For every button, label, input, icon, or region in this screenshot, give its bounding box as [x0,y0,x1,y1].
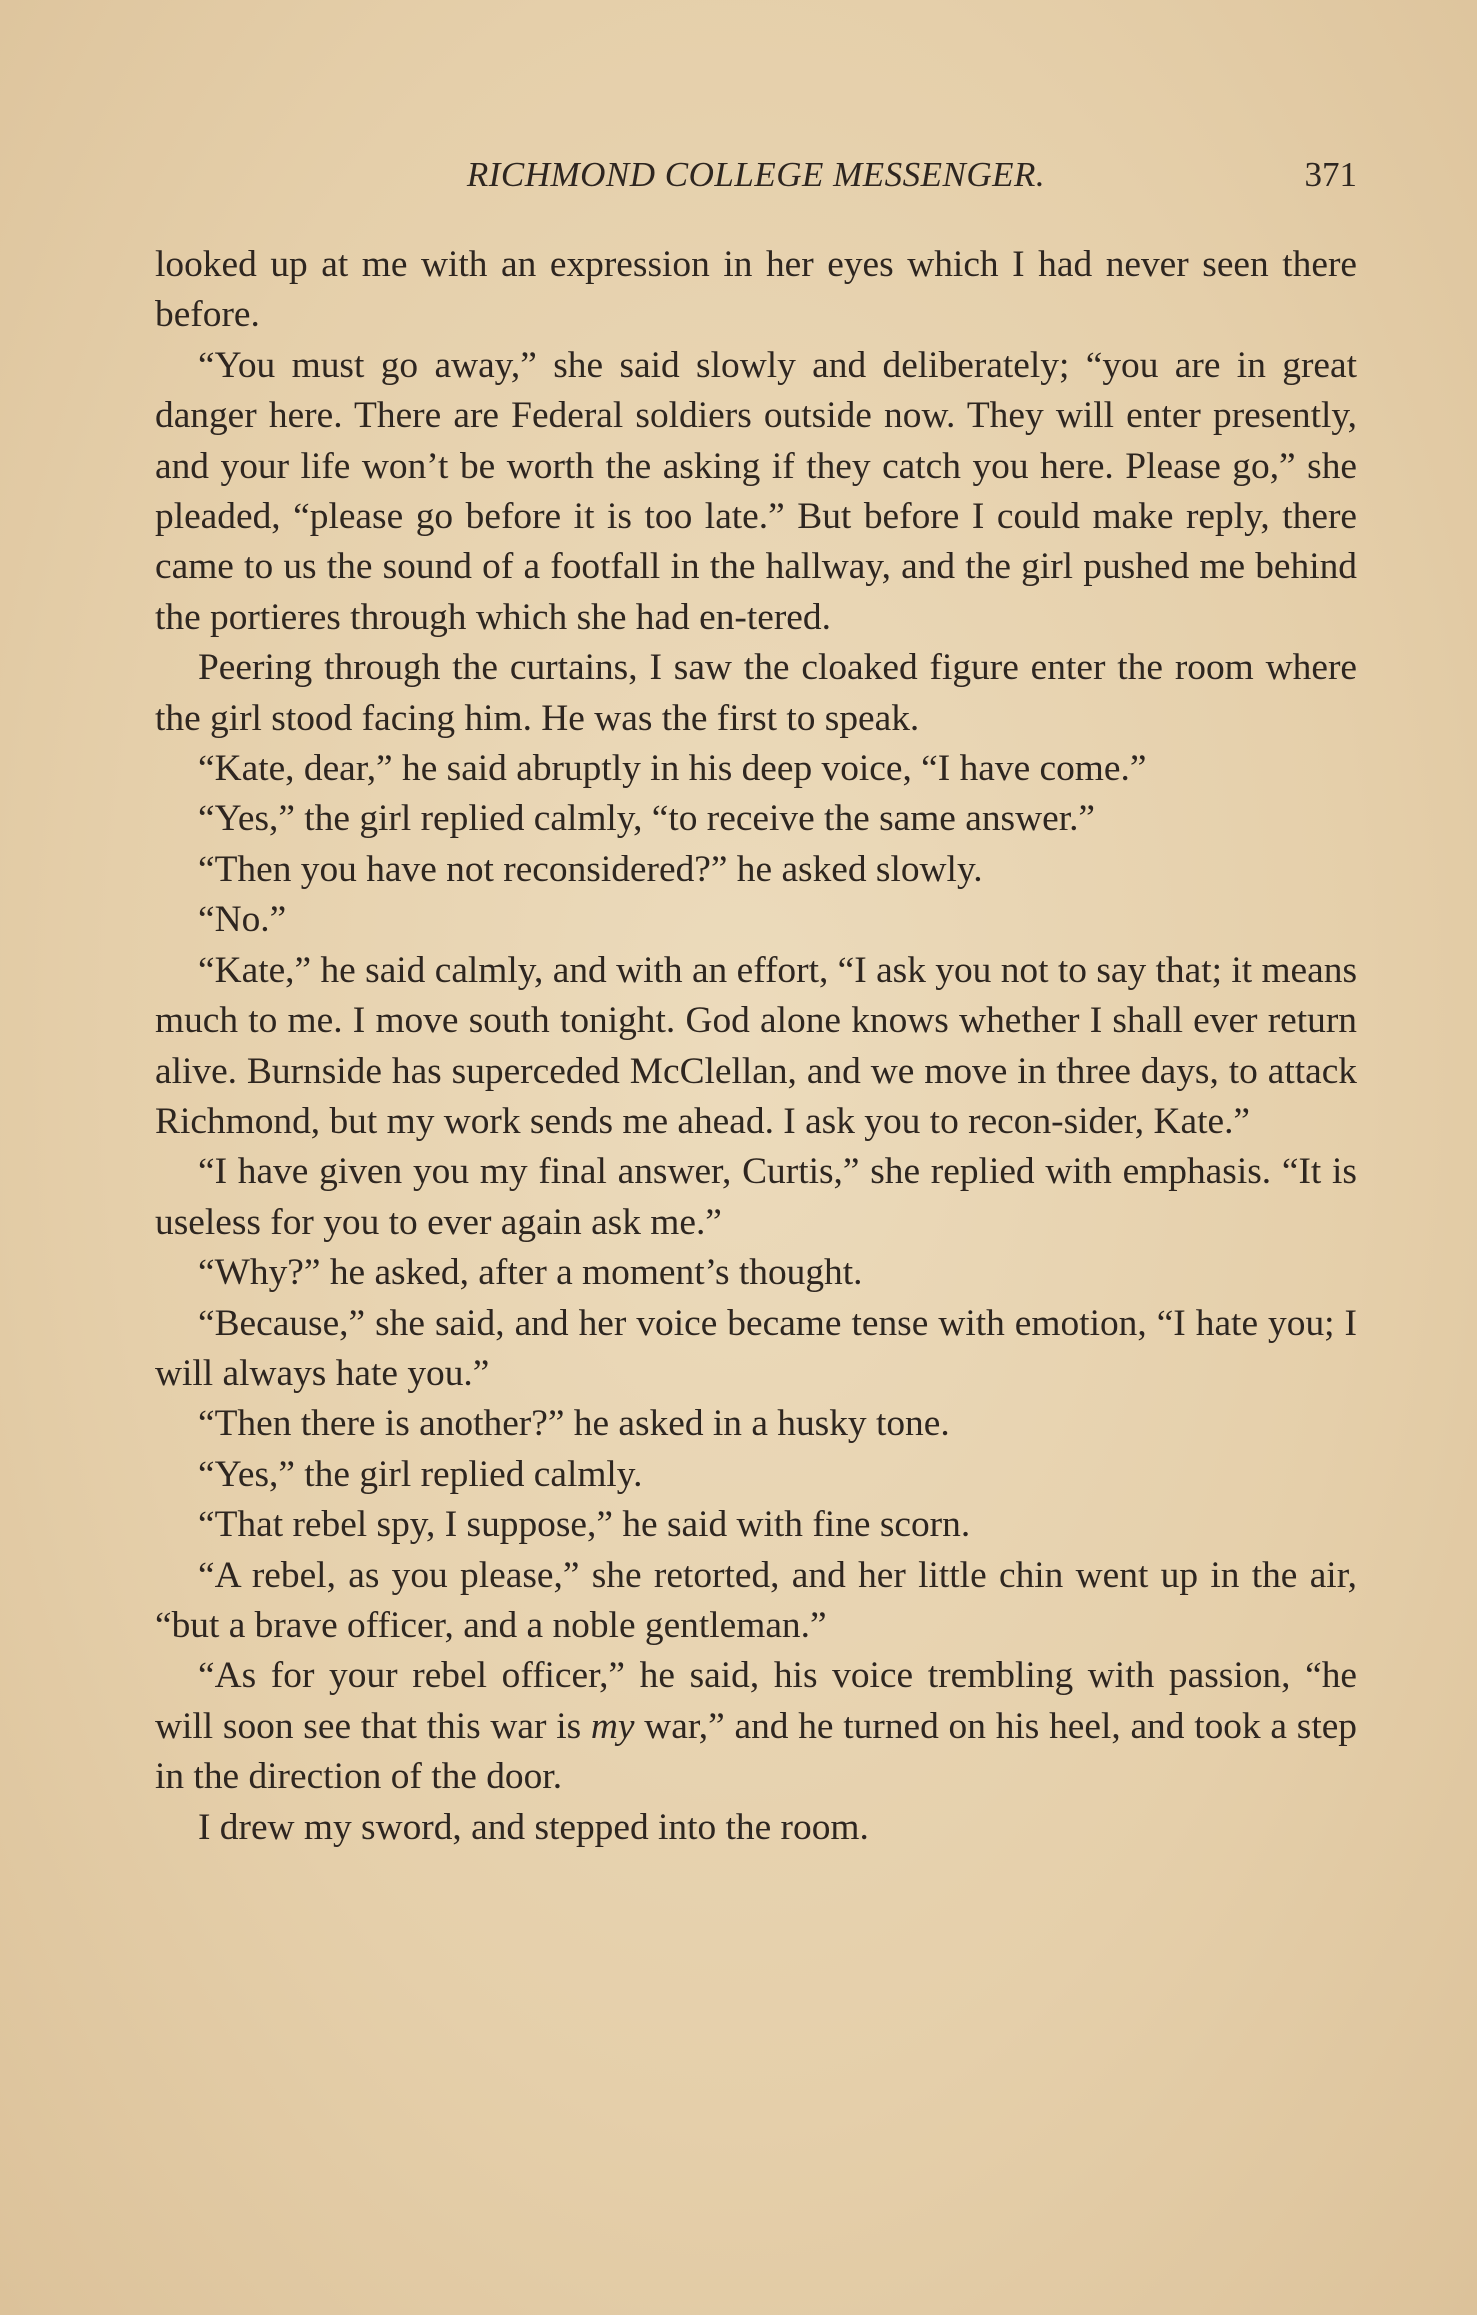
paragraph: “Yes,” the girl replied calmly, “to receive the same answer.” [198,798,1096,840]
paragraph: I drew my sword, and stepped into the room. [198,1806,869,1848]
running-head [155,150,1357,210]
paragraph: “That rebel spy, I suppose,” he said with fine scorn. [198,1504,971,1546]
paragraph-text: war,” and he turned on his heel, and took a step in the direction of the door. [155,1705,1357,1798]
paragraph [155,1651,1357,1802]
paragraph: “Then you have not reconsidered?” he asked slowly. [198,848,983,890]
paragraph: “Why?” he asked, after a moment’s thought. [198,1252,863,1294]
paragraph: Peering through the curtains, I saw the cloaked figure enter the room where the girl stood facing him. He was the first to speak. [155,647,1357,739]
running-title: RICHMOND COLLEGE MESSENGER. [466,155,1046,194]
paragraph-text: “As for your rebel officer,” he said, his voice trembling with passion, “he will soon see that this war is [155,1655,1357,1747]
paragraph: “Kate, dear,” he said abruptly in his deep voice, “I have come.” [198,748,1147,790]
paragraph: “Then there is another?” he asked in a husky tone. [198,1403,950,1445]
paragraph: looked up at me with an expression in her eyes which I had never seen there before. [155,244,1357,336]
emphasis-word: my [590,1705,635,1747]
paragraph: “Because,” she said, and her voice became tense with emotion, “I hate you; I will always hate you.” [155,1302,1357,1394]
page-number: 371 [1304,155,1357,194]
paragraph: “I have given you my final answer, Curtis,” she replied with emphasis. “It is useless for you to ever again ask me.” [155,1151,1357,1243]
paragraph: “Kate,” he said calmly, and with an effort, “I ask you not to say that; it means much to me. I move south tonight. God alone knows whether I shall ever return alive. Burnside has superceded McClellan, and we move in three days, to attack Richmond, but my work sends me ahead. I ask you to recon-sider, Kate.” [155,949,1357,1142]
paragraph: “No.” [198,899,287,941]
paragraph: “Yes,” the girl replied calmly. [198,1453,643,1495]
paragraph: “You must go away,” she said slowly and deliberately; “you are in great danger here. There are Federal soldiers outside now. They will enter presently, and your life won’t be worth the asking if they catch you here. Please go,” she pleaded, “please go before it is too late.” But before I could make reply, there came to us the sound of a footfall in the hallway, and the girl pushed me behind the portieres through which she had en-tered. [155,344,1357,638]
body-text [155,240,1357,1853]
paragraph: “A rebel, as you please,” she retorted, and her little chin went up in the air, “but a brave officer, and a noble gentleman.” [155,1554,1357,1646]
